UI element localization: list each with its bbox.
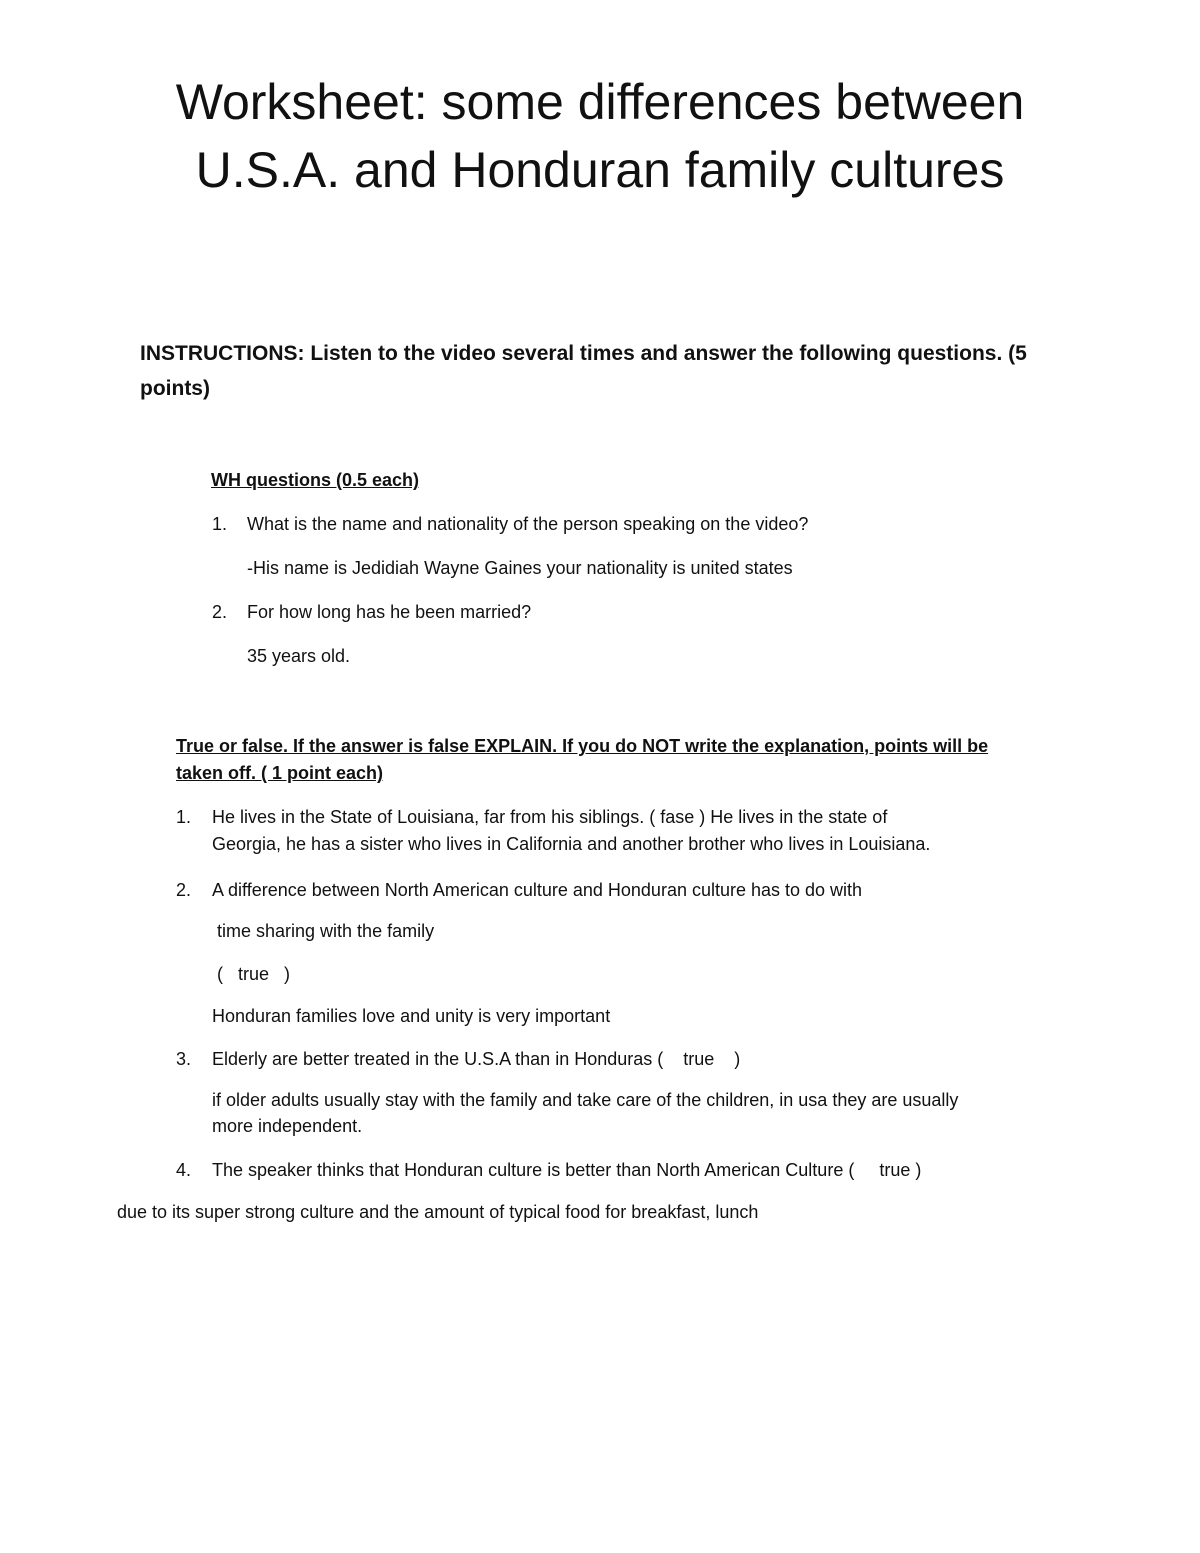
tf-item-number: 3. [176, 1049, 192, 1069]
wh-answer: 35 years old. [247, 646, 351, 666]
tf-section-heading: taken off. ( 1 point each) [176, 763, 384, 783]
tf-explanation: Honduran families love and unity is very important [212, 1006, 611, 1026]
instructions: INSTRUCTIONS: Listen to the video several times and answer the following questions. (5 points) [140, 342, 1027, 400]
tf-item-number: 4. [176, 1160, 192, 1180]
wh-item-number: 2. [212, 602, 228, 622]
tf-explanation: if older adults usually stay with the family and take care of the children, in usa they are usually [212, 1090, 959, 1110]
tf-explanation: more independent. [212, 1116, 363, 1136]
tf-item-number: 1. [176, 807, 192, 827]
tf-statement: time sharing with the family [212, 921, 435, 941]
page-title: Worksheet: some differences between U.S.A. and Honduran family cultures [175, 74, 1025, 198]
tf-explanation: due to its super strong culture and the amount of typical food for breakfast, lunch [117, 1202, 759, 1222]
tf-statement: A difference between North American culture and Honduran culture has to do with [212, 880, 863, 900]
tf-answer-mark: ( true ) [217, 964, 291, 984]
tf-statement: Elderly are better treated in the U.S.A than in Honduras ( true ) [212, 1049, 741, 1069]
wh-item-number: 1. [212, 514, 228, 534]
tf-statement: He lives in the State of Louisiana, far from his siblings. ( fase ) He lives in the state of [212, 807, 888, 827]
tf-item-number: 2. [176, 880, 192, 900]
wh-question: For how long has he been married? [247, 602, 532, 622]
tf-statement: The speaker thinks that Honduran culture is better than North American Culture ( true ) [212, 1160, 922, 1180]
tf-statement: Georgia, he has a sister who lives in California and another brother who lives in Louisiana. [212, 834, 931, 854]
wh-answer: -His name is Jedidiah Wayne Gaines your nationality is united states [247, 558, 793, 578]
tf-section-heading: True or false. If the answer is false EXPLAIN. If you do NOT write the explanation, points will be [176, 736, 989, 756]
wh-question: What is the name and nationality of the person speaking on the video? [247, 514, 809, 534]
wh-section-heading: WH questions (0.5 each) [211, 470, 420, 490]
